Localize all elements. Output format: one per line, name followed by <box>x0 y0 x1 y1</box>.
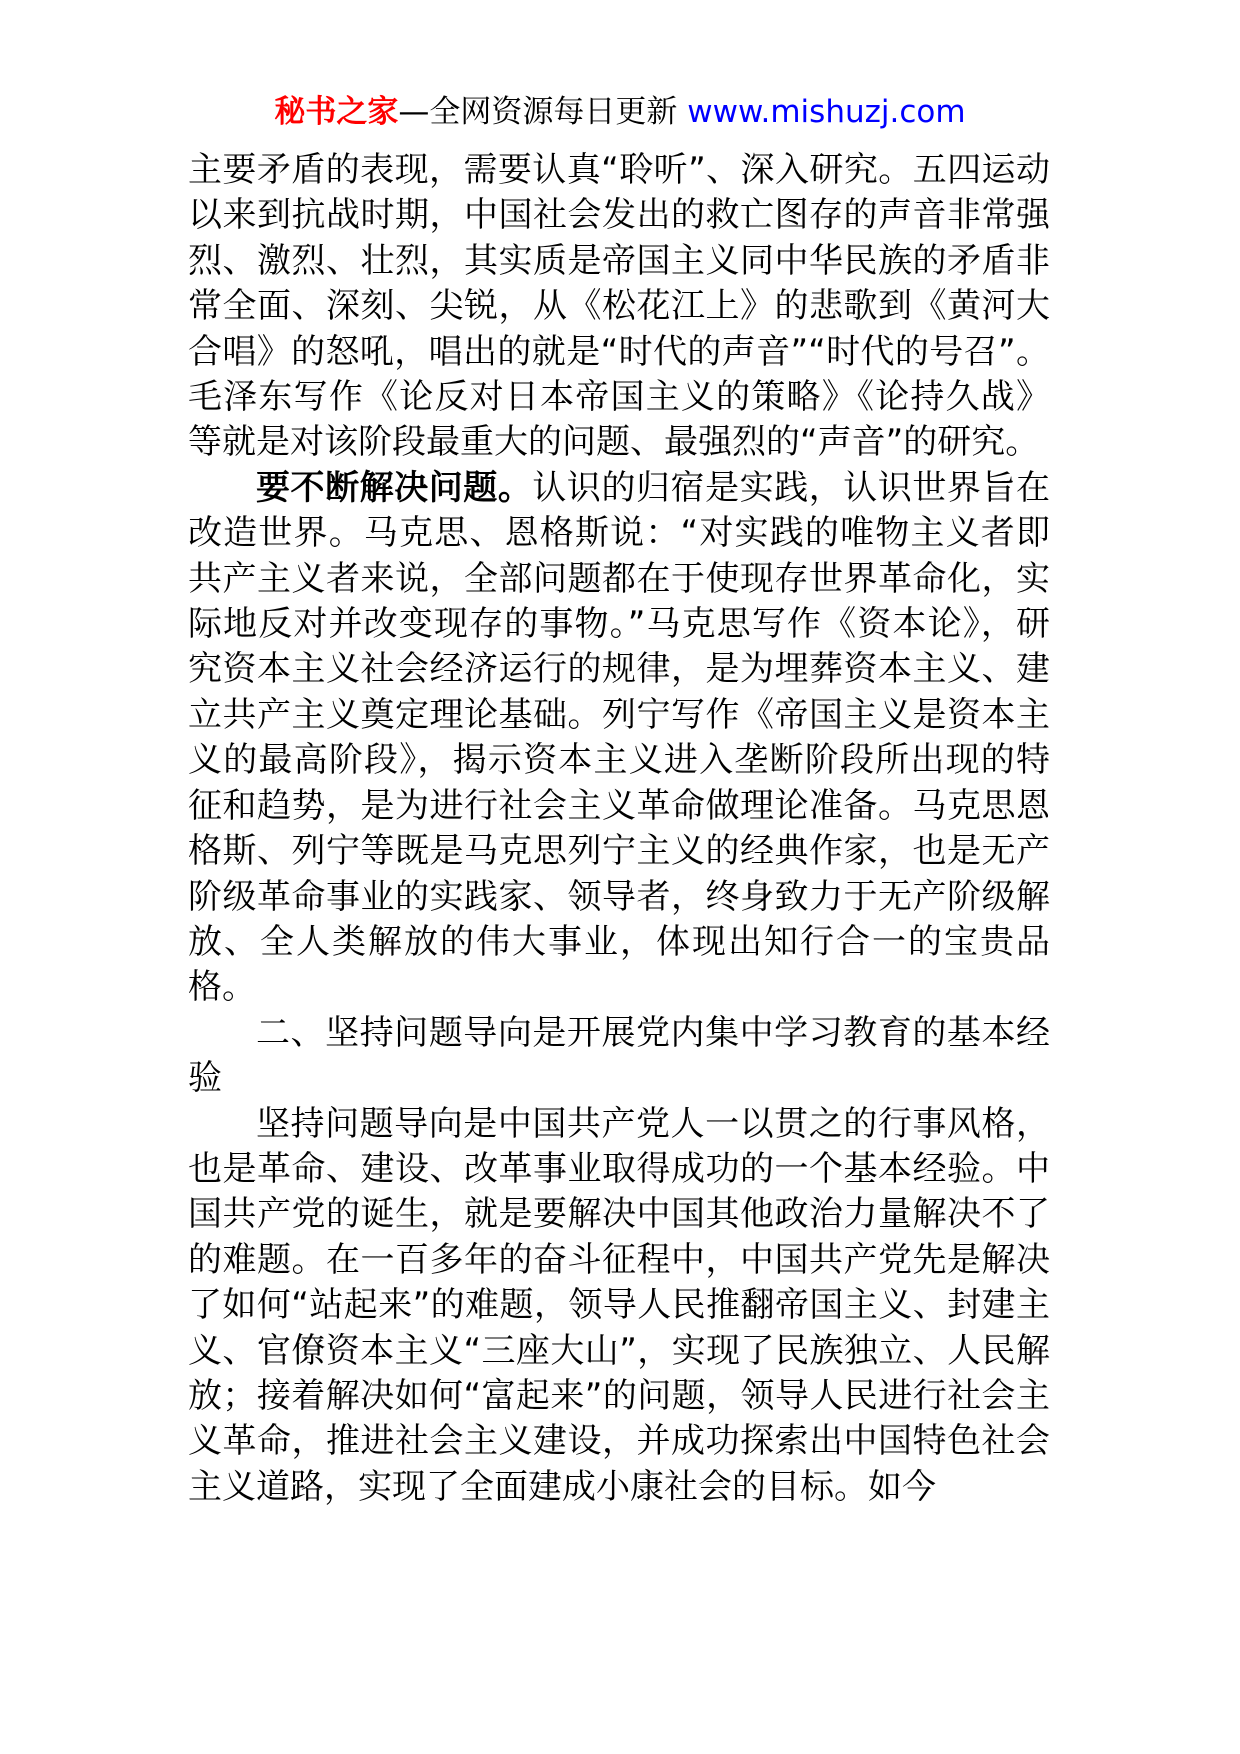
paragraph-continuation <box>188 148 1050 466</box>
paragraph-text: 认识的归宿是实践，认识世界旨在改造世界。马克思、恩格斯说：“对实践的唯物主义者即共产主义者来说，全部问题都在于使现存世界革命化，实际地反对并改变现存的事物。”马克思写作《资本论》，研究资本主义社会经济运行的规律，是为埋葬资本主义、建立共产主义奠定理论基础。列宁写作《帝国主义是资本主义的最高阶段》，揭示资本主义进入垄断阶段所出现的特征和趋势，是为进行社会主义革命做理论准备。马克思恩格斯、列宁等既是马克思列宁主义的经典作家，也是无产阶级革命事业的实践家、领导者，终身致力于无产阶级解放、全人类解放的伟大事业，体现出知行合一的宝贵品格。 <box>188 467 1051 1008</box>
site-url-link[interactable]: www.mishuzj.com <box>687 94 966 130</box>
site-brand: 秘书之家 <box>274 94 399 130</box>
page-header <box>0 92 1240 132</box>
document-body <box>188 148 1050 1510</box>
site-slogan: —全网资源每日更新 <box>398 94 678 130</box>
section-heading <box>188 1011 1050 1102</box>
section-heading-text: 二、坚持问题导向是开展党内集中学习教育的基本经验 <box>188 1012 1050 1099</box>
paragraph-solve-problems <box>188 466 1050 1011</box>
paragraph-problem-orientation <box>188 1102 1050 1511</box>
paragraph-text: 坚持问题导向是中国共产党人一以贯之的行事风格，也是革命、建设、改革事业取得成功的一个基本经验。中国共产党的诞生，就是要解决中国其他政治力量解决不了的难题。在一百多年的奋斗征程中，中国共产党先是解决了如何“站起来”的难题，领导人民推翻帝国主义、封建主义、官僚资本主义“三座大山”，实现了民族独立、人民解放；接着解决如何“富起来”的问题，领导人民进行社会主义革命，推进社会主义建设，并成功探索出中国特色社会主义道路，实现了全面建成小康社会的目标。如今 <box>188 1103 1050 1507</box>
paragraph-lead: 要不断解决问题。 <box>256 467 533 508</box>
paragraph-text: 主要矛盾的表现，需要认真“聆听”、深入研究。五四运动以来到抗战时期，中国社会发出的救亡图存的声音非常强烈、激烈、壮烈，其实质是帝国主义同中华民族的矛盾非常全面、深刻、尖锐，从《松花江上》的悲歌到《黄河大合唱》的怒吼，唱出的就是“时代的声音”“时代的号召”。毛泽东写作《论反对日本帝国主义的策略》《论持久战》等就是对该阶段最重大的问题、最强烈的“声音”的研究。 <box>188 150 1050 463</box>
